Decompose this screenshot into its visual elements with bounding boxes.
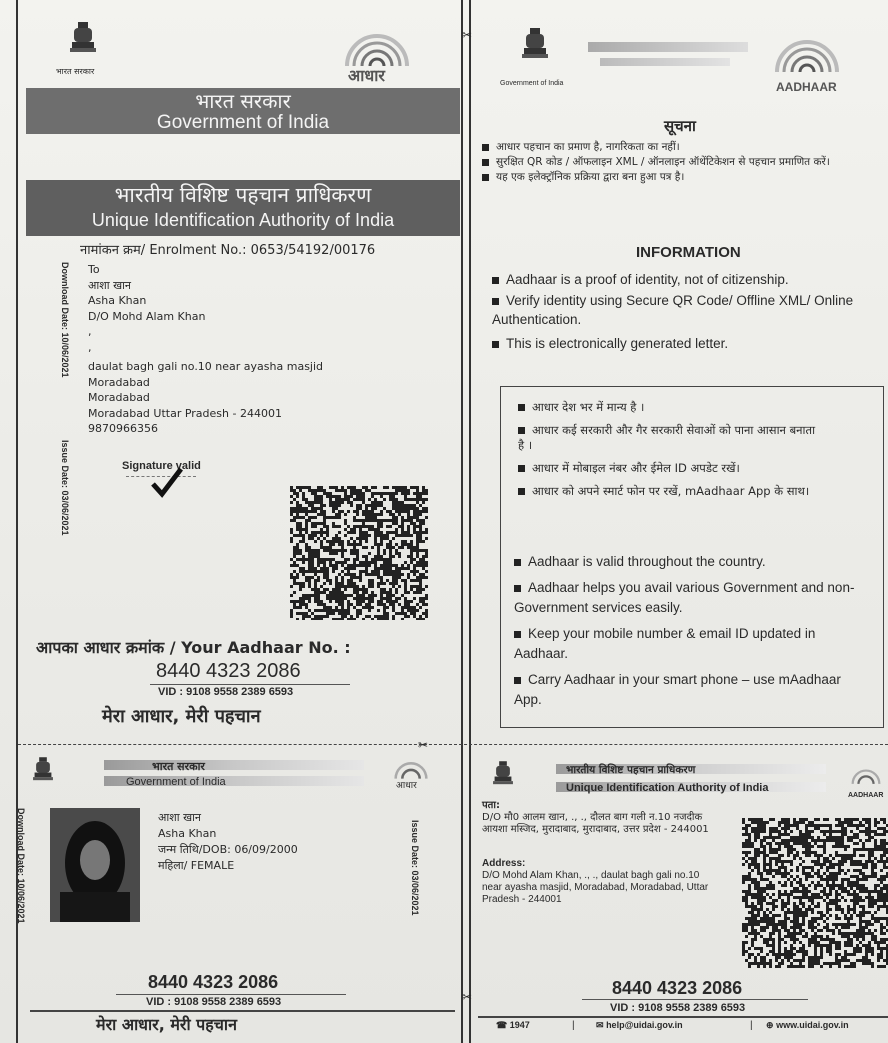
back-uidai-hi: भारतीय विशिष्ट पहचान प्राधिकरण	[566, 764, 696, 776]
address-line: D/O Mohd Alam Khan	[88, 309, 206, 323]
suchna-title: सूचना	[664, 117, 696, 135]
recipient-address	[88, 262, 323, 437]
address-line: ,	[88, 325, 92, 338]
national-emblem-icon	[66, 20, 100, 60]
box-hi-item: आधार को अपने स्मार्ट फोन पर रखें, mAadhaar App के साथ।	[518, 484, 818, 499]
bullet-icon	[514, 585, 521, 592]
bullet-icon	[492, 277, 499, 284]
enrolment-number: नामांकन क्रम/ Enrolment No.: 0653/54192/00176	[80, 243, 376, 258]
box-hi-item: आधार में मोबाइल नंबर और ईमेल ID अपडेट रखें।	[518, 461, 818, 476]
address-label-hi: पता:	[482, 800, 500, 811]
email-icon: ✉	[596, 1020, 604, 1030]
aadhaar-logo-text: आधार	[348, 66, 385, 85]
center-fold-line-2	[469, 0, 471, 1043]
tagline: मेरा आधार, मेरी पहचान	[102, 706, 261, 727]
bullet-icon	[482, 144, 489, 151]
divider	[150, 684, 350, 685]
address-hindi-block	[482, 800, 722, 836]
bullet-icon	[492, 298, 499, 305]
govt-banner	[26, 88, 460, 134]
info-item: Verify identity using Secure QR Code/ Offline XML/ Online Authentication.	[492, 293, 854, 327]
bullet-icon	[482, 159, 489, 166]
card-govt-hi: भारत सरकार	[152, 760, 205, 773]
scissors-icon-mid: ✂	[418, 738, 429, 752]
card-logo-text: आधार	[396, 781, 417, 791]
back-logo-text: AADHAAR	[848, 792, 884, 799]
aadhaar-logo-text: AADHAAR	[776, 80, 837, 94]
redacted-bar	[588, 42, 748, 52]
download-date-vertical: Download Date: 10/06/2021	[60, 262, 70, 378]
address-line: आशा खान	[88, 278, 132, 292]
suchna-item: सुरक्षित QR कोड / ऑफलाइन XML / ऑनलाइन ऑथेंटिकेशन से पहचान प्रमाणित करें।	[482, 155, 862, 170]
issue-date-vertical: Issue Date: 03/06/2021	[60, 440, 70, 536]
bullet-icon	[482, 174, 489, 181]
address-hi: D/O मौ0 आलम खान, ., ., दौलत बाग गली न.10 नजदीक आयशा मस्जिद, मुरादाबाद, मुरादाबाद, उत्तर प्रदेश - 244001	[482, 812, 709, 835]
box-en-item: Keep your mobile number & email ID updated in Aadhaar.	[514, 626, 816, 661]
card-download-date: Download Date: 10/06/2021	[16, 808, 26, 924]
phone-icon: ☎	[496, 1020, 508, 1030]
box-english-list	[514, 552, 864, 710]
bullet-icon	[518, 488, 525, 495]
address-line: Asha Khan	[88, 294, 147, 307]
bullet-icon	[492, 341, 499, 348]
info-item: This is electronically generated letter.	[492, 334, 884, 353]
card-header-bar	[104, 760, 364, 770]
address-line: Moradabad	[88, 375, 150, 389]
national-emblem-icon	[518, 26, 552, 66]
footer-separator: |	[750, 1020, 753, 1031]
card-vid: VID : 9108 9558 2389 6593	[146, 996, 282, 1008]
card-govt-en: Government of India	[126, 776, 226, 788]
emblem-caption: भारत सरकार	[56, 67, 95, 76]
uidai-en: Unique Identification Authority of India	[91, 210, 395, 230]
back-aadhaar-number: 8440 4323 2086	[612, 978, 743, 998]
back-qr-code	[742, 818, 888, 968]
aadhaar-number: 8440 4323 2086	[156, 660, 301, 682]
address-en: D/O Mohd Alam Khan, ., ., daulat bagh gali no.10 near ayasha masjid, Moradabad, Moradabad, Uttar Pradesh - 244001	[482, 870, 709, 905]
address-line: ,	[88, 340, 92, 354]
address-english-block	[482, 858, 722, 906]
qr-code	[290, 486, 428, 620]
national-emblem-icon	[490, 758, 516, 792]
footer-web: ⊕ www.uidai.gov.in	[766, 1020, 849, 1030]
info-list	[492, 270, 884, 353]
cut-line	[18, 744, 888, 745]
footer-email: ✉ help@uidai.gov.in	[596, 1020, 683, 1030]
aadhaar-number-label: आपका आधार क्रमांक / Your Aadhaar No. :	[36, 638, 351, 657]
holder-dob: जन्म तिथि/DOB: 06/09/2000	[158, 843, 298, 856]
scissors-icon-top: ✂	[462, 28, 473, 42]
box-en-item: Aadhaar helps you avail various Government and non-Government services easily.	[514, 580, 855, 615]
address-line: daulat bagh gali no.10 near ayasha masjid	[88, 360, 324, 373]
info-item: Aadhaar is a proof of identity, not of citizenship.	[492, 270, 884, 289]
card-footer-line	[30, 1010, 455, 1012]
address-line: To	[88, 263, 100, 276]
bullet-icon	[518, 404, 525, 411]
footer-separator: |	[572, 1020, 575, 1031]
uidai-banner	[26, 180, 460, 236]
holder-name-en: Asha Khan	[158, 827, 217, 840]
bullet-icon	[518, 465, 525, 472]
box-hi-item: आधार देश भर में मान्य है ।	[518, 400, 818, 415]
back-footer-line	[478, 1016, 888, 1018]
suchna-item: आधार पहचान का प्रमाण है, नागरिकता का नहीं।	[482, 140, 862, 155]
bullet-icon	[514, 559, 521, 566]
bullet-icon	[514, 631, 521, 638]
holder-photo	[50, 808, 140, 922]
info-title: INFORMATION	[636, 244, 741, 261]
card-tagline: मेरा आधार, मेरी पहचान	[96, 1015, 237, 1034]
box-en-item: Carry Aadhaar in your smart phone – use mAadhaar App.	[514, 672, 841, 707]
card-aadhaar-number: 8440 4323 2086	[148, 972, 279, 992]
signature-valid-text: Signature valid	[122, 460, 201, 472]
back-vid: VID : 9108 9558 2389 6593	[610, 1002, 746, 1014]
back-uidai-en: Unique Identification Authority of India	[566, 782, 769, 794]
suchna-item: यह एक इलेक्ट्रॉनिक प्रक्रिया द्वारा बना हुआ पत्र है।	[482, 170, 862, 185]
footer-phone: ☎ 1947	[496, 1020, 530, 1030]
phone-number: 9870966356	[88, 422, 158, 435]
govt-en: Government of India	[156, 112, 330, 133]
scissors-icon-bottom: ✂	[462, 990, 473, 1004]
checkmark-icon	[150, 466, 184, 498]
emblem-caption: Government of India	[500, 80, 564, 87]
national-emblem-icon	[30, 754, 56, 788]
govt-hi: भारत सरकार	[195, 89, 291, 113]
suchna-list	[482, 140, 862, 185]
address-line: Moradabad Uttar Pradesh - 244001	[88, 406, 282, 420]
box-hi-item: आधार कई सरकारी और गैर सरकारी सेवाओं को पाना आसान बनाता है ।	[518, 423, 816, 452]
center-fold-line	[461, 0, 463, 1043]
box-en-item: Aadhaar is valid throughout the country.	[514, 552, 864, 572]
bullet-icon	[514, 677, 521, 684]
address-label-en: Address:	[482, 858, 526, 869]
address-line: Moradabad	[88, 391, 150, 404]
holder-gender: महिला/ FEMALE	[158, 859, 235, 872]
holder-details	[158, 810, 298, 874]
card-issue-date: Issue Date: 03/06/2021	[410, 820, 420, 916]
redacted-bar	[600, 58, 730, 66]
globe-icon: ⊕	[766, 1020, 774, 1030]
divider	[116, 994, 346, 995]
aadhaar-logo-icon	[846, 766, 886, 792]
bullet-icon	[518, 427, 525, 434]
divider	[582, 999, 808, 1000]
vid-number: VID : 9108 9558 2389 6593	[158, 686, 294, 698]
box-hindi-list	[518, 400, 818, 499]
holder-name-hi: आशा खान	[158, 811, 202, 824]
uidai-hi: भारतीय विशिष्ट पहचान प्राधिकरण	[114, 183, 372, 207]
